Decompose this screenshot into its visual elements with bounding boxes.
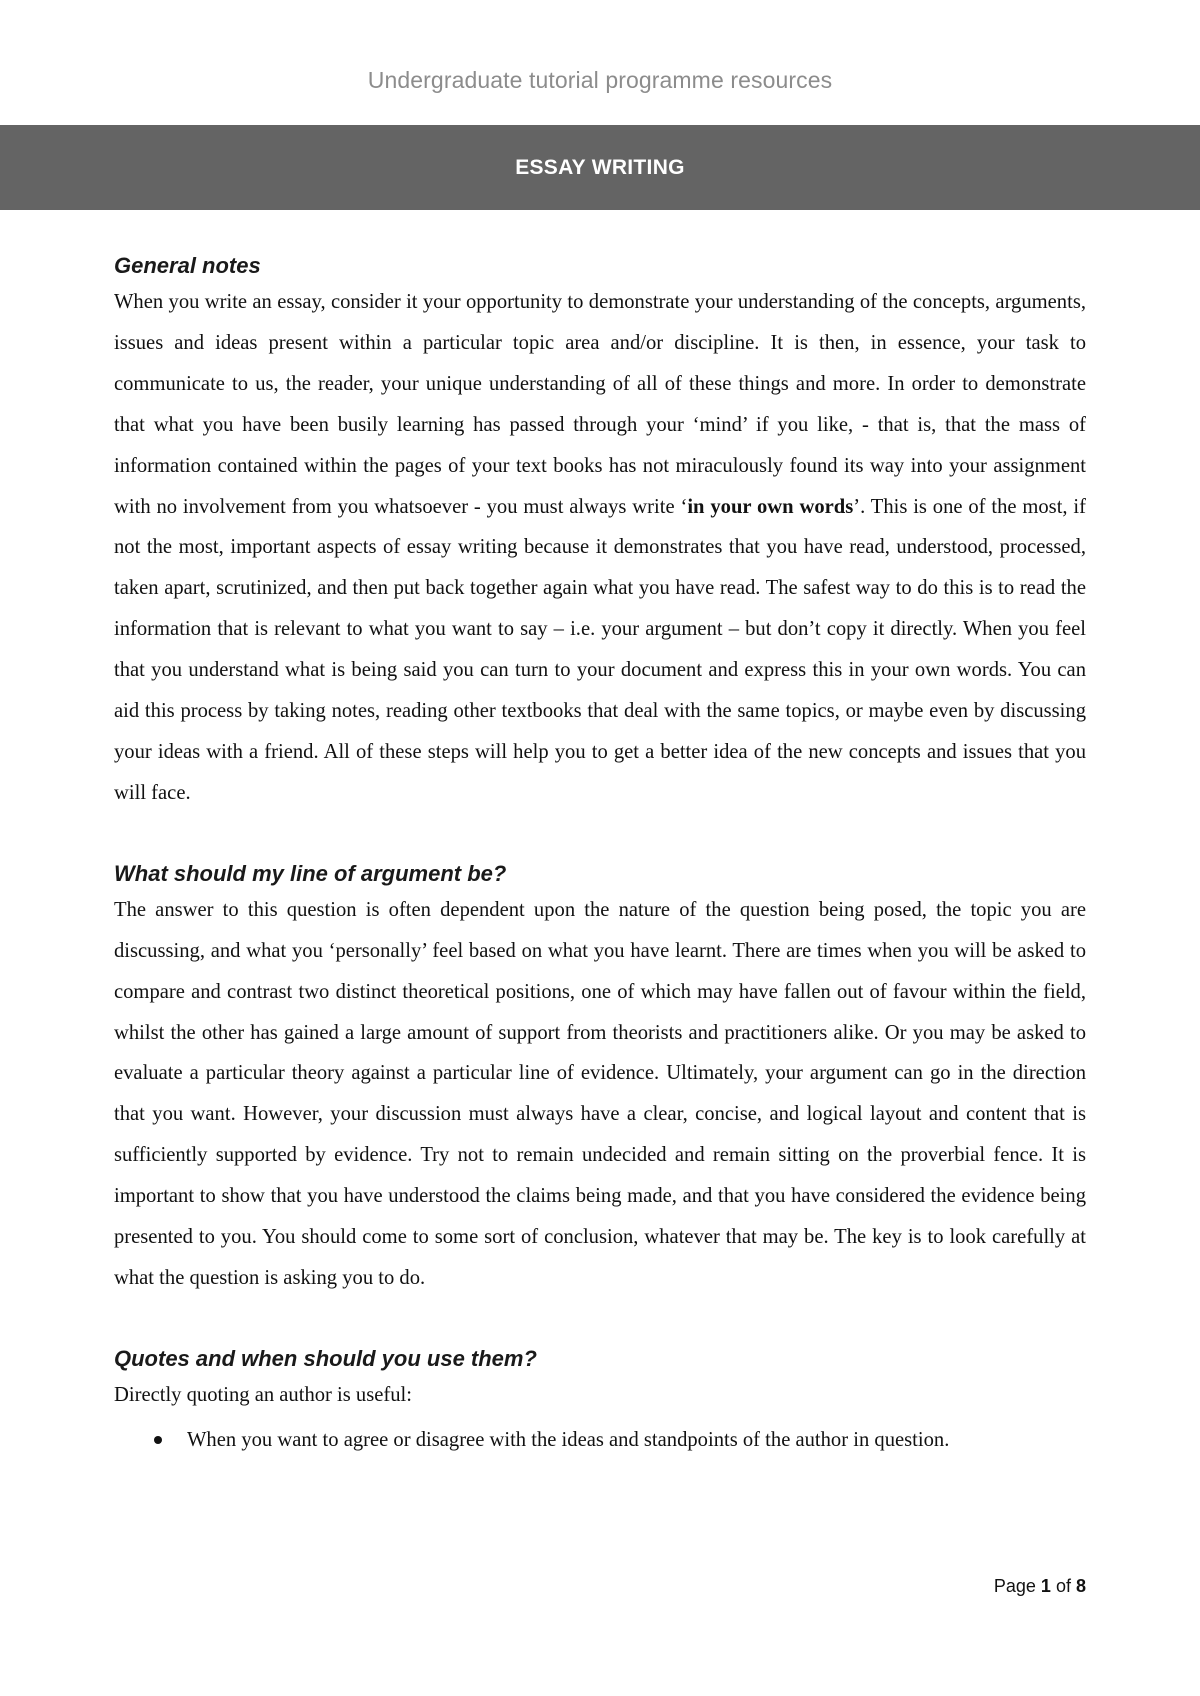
of-label: of [1055, 1576, 1071, 1596]
list-item-text: When you want to agree or disagree with the ideas and standpoints of the author in question. [187, 1428, 950, 1451]
document-title: ESSAY WRITING [515, 155, 685, 179]
running-header: Undergraduate tutorial programme resources [367, 67, 833, 93]
paragraph-text: ’. This is one of the most, if not the most, important aspects of essay writing because it demonstrates that you have read, understood, processed, taken apart, scrutinized, and then put back together again what you have read. The safest way to do this is to read the information that is relevant to what you want to say – i.e. your argument – but don’t copy it directly. When you feel that you understand what is being said you can turn to your document and express this in your own words. You can aid this process by taking notes, reading other textbooks that deal with the same topics, or maybe even by discussing your ideas with a friend. All of these steps will help you to get a better idea of the new concepts and issues that you will face. [114, 495, 1086, 804]
section-heading: Quotes and when should you use them? [114, 1345, 537, 1371]
paragraph-text: When you write an essay, consider it your opportunity to demonstrate your understanding of the concepts, arguments, issues and ideas present within a particular topic area and/or discipline. It is then, in essence, your task to communicate to us, the reader, your unique understanding of all of these things and more. In order to demonstrate that what you have been busily learning has passed through your ‘mind’ if you like, - that is, that the mass of information contained within the pages of your text books has not miraculously found its way into your assignment with no involvement from you whatsoever - you must always write ‘ [114, 291, 1086, 518]
section-intro: Directly quoting an author is useful: [114, 1383, 412, 1406]
section-line-of-argument [114, 858, 1086, 1299]
total-pages: 8 [1075, 1576, 1086, 1596]
document-body [114, 250, 1086, 1460]
bullet-icon [154, 1436, 162, 1444]
page-number [994, 1576, 1086, 1597]
page-label: Page [993, 1576, 1036, 1596]
title-banner [0, 125, 1200, 210]
section-paragraph [114, 282, 1086, 814]
section-general-notes [114, 250, 1086, 814]
section-heading: What should my line of argument be? [114, 860, 507, 886]
section-heading: General notes [114, 253, 261, 278]
section-quotes [114, 1343, 1086, 1460]
bullet-list [114, 1420, 1086, 1460]
section-paragraph: The answer to this question is often dependent upon the nature of the question being posed, the topic you are discussing, and what you ‘personally’ feel based on what you have learnt. There are times when you will be asked to compare and contrast two distinct theoretical positions, one of which may have fallen out of favour within the field, whilst the other has gained a large amount of support from theorists and practitioners alike. Or you may be asked to evaluate a particular theory against a particular line of evidence. Ultimately, your argument can go in the direction that you want. However, your discussion must always have a clear, concise, and logical layout and content that is sufficiently supported by evidence. Try not to remain undecided and remain sitting on the proverbial fence. It is important to show that you have understood the claims being made, and that you have considered the evidence being presented to you. You should come to some sort of conclusion, whatever that may be. The key is to look carefully at what the question is asking you to do. [114, 898, 1086, 1289]
current-page: 1 [1040, 1576, 1051, 1596]
list-item [114, 1420, 1086, 1460]
emphasis-text: in your own words [687, 495, 854, 518]
